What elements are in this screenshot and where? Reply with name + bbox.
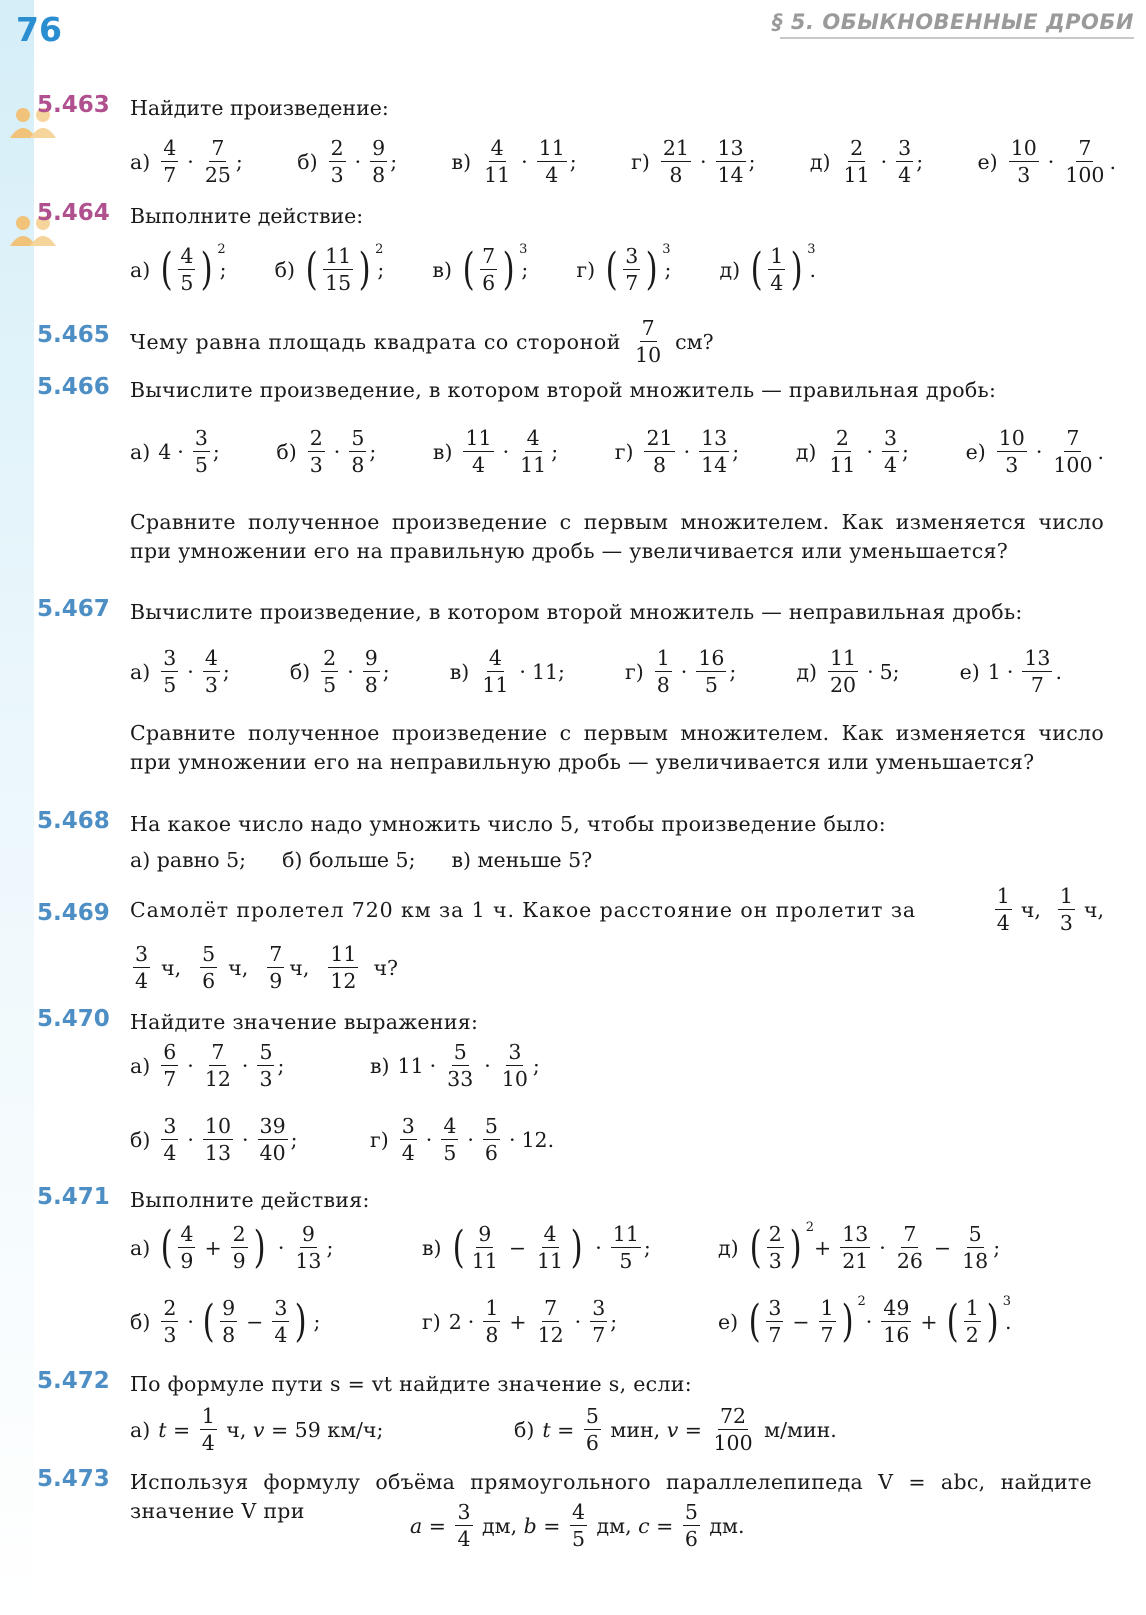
answer-a: а) равно 5; — [130, 848, 247, 872]
answer-row: а) t = 1 4 ч, v = 59 км/ч; б) t = 5 6 мин, v = 72 100 м/мин. — [130, 1404, 837, 1455]
problem-number: 5.465 — [37, 322, 110, 348]
page-number: 76 — [16, 10, 62, 49]
answer-row — [130, 848, 592, 872]
problem-number: 5.472 — [37, 1368, 110, 1394]
problem-text: Вычислите произведение, в котором второй множитель — правильная дробь: — [130, 378, 997, 402]
problem-text: Вычислите произведение, в котором второй множитель — неправильная дробь: — [130, 600, 1023, 624]
problem-text: Найдите значение выражения: — [130, 1010, 479, 1034]
problem-text: На какое число надо умножить число 5, чтобы произведение было: — [130, 812, 886, 836]
problem-text: Самолёт пролетел 720 км за 1 ч. Какое расстояние он пролетит за — [130, 897, 917, 922]
running-header: § 5. ОБЫКНОВЕННЫЕ ДРОБИ — [772, 10, 1134, 34]
problem-text: Выполните действие: — [130, 204, 364, 228]
problem-number: 5.467 — [37, 596, 110, 622]
problem-number: 5.466 — [37, 374, 110, 400]
problem-number: 5.464 — [37, 200, 110, 226]
problem-text-after: см? — [675, 329, 714, 354]
answer-row: а) 6 7 · 7 12 · 5 3 ; в) 11 · 5 33 · 3 10 ; — [130, 1040, 540, 1091]
problem-note-text: Сравните полученное произведение с первым множителем. Как изменяется число при умножении его на правильную дробь — увеличивается или уменьшается? — [130, 510, 1104, 563]
header-rule — [780, 37, 1134, 39]
problem-text-row: Самолёт пролетел 720 км за 1 ч. Какое расстояние он пролетит за 1 4 ч, 1 3 ч, — [130, 884, 1104, 935]
problem-text: Чему равна площадь квадрата со стороной — [130, 329, 622, 354]
frac-numerator: 7 — [641, 316, 655, 340]
answer-row: а) 3 5 · 4 3 ; б) 2 5 · 9 8 ; в) 4 11 · 11; г) 1 8 · 16 5 ; д) 11 20 · 5; е) 1 · 13 7 . — [130, 646, 1062, 697]
answer-row: б) 3 4 · 10 13 · 39 40 ; г) 3 4 · 4 5 · 5 6 · 12. — [130, 1114, 555, 1165]
frac-denominator: 10 — [635, 342, 662, 367]
problem-text-row-2: 3 4 ч, 5 6 ч, 7 9 ч, 11 12 ч? — [135, 942, 399, 993]
problem-text: Найдите произведение: — [130, 96, 389, 120]
answer-row: а) ( 4 9 + $\frac{2}{9}$ ) · 9 13 ; в) ( 9 11 − $\frac{4}{11}$ ) · 11 5 ; д) ( 2 3 ) $^2$ + $\frac{13}{21}$ · 7 26 − $\frac{5}{18}$ ; — [130, 1220, 1001, 1273]
answer-row: a = 3 4 дм, b = 4 5 дм, c = 5 6 дм. — [410, 1500, 745, 1551]
problem-text-row — [130, 318, 714, 365]
answer-row: а) 4 7 · 7 25 ; б) 2 3 · 9 8 ; в) 4 11 · 11 4 ; г) 21 8 · 13 14 ; д) 2 11 · 3 4 ; е) 10 3 · 7 100 . — [130, 136, 1116, 187]
problem-note-text: Сравните полученное произведение с первым множителем. Как изменяется число при умножении его на неправильную дробь — увеличивается или уменьшается? — [130, 721, 1104, 774]
problem-number: 5.469 — [37, 900, 110, 926]
problem-number: 5.468 — [37, 808, 110, 834]
answer-row: б) 2 3 · ( 9 8 − $\frac{3}{4}$ ) ; г) 2 · 1 8 + $\frac{7}{12}$ · 3 7 ; е) ( 3 7 − $\frac{1}{7}$ ) $^2$ · 49 16 + ( 1 2 ) $^3$ . — [130, 1294, 1012, 1347]
answer-b: б) больше 5; — [282, 848, 416, 872]
problem-text: Выполните действия: — [130, 1188, 370, 1212]
problem-number: 5.471 — [37, 1184, 110, 1210]
problem-number: 5.470 — [37, 1006, 110, 1032]
answer-c: в) меньше 5? — [451, 848, 593, 872]
problem-number: 5.473 — [37, 1466, 110, 1492]
problem-text: Используя формулу объёма прямоугольного параллелепипеда V = abc, найдите значение V при — [130, 1470, 1092, 1523]
answer-row: а) ( 4 5 ) $^2$ ; б) ( 11 15 ) $^2$ ; в) ( 7 6 ) $^3$ ; г) ( 3 7 ) $^3$ ; д) ( 1 4 ) $^3$ . — [130, 242, 817, 295]
problem-text: По формуле пути s = vt найдите значение s, если: — [130, 1372, 692, 1396]
problem-number: 5.463 — [37, 92, 110, 118]
answer-row: а) 4 · 3 5 ; б) 2 3 · 5 8 ; в) 11 4 · 4 11 ; г) 21 8 · 13 14 ; д) 2 11 · 3 4 ; е) 10 3 · 7 100 . — [130, 426, 1105, 477]
